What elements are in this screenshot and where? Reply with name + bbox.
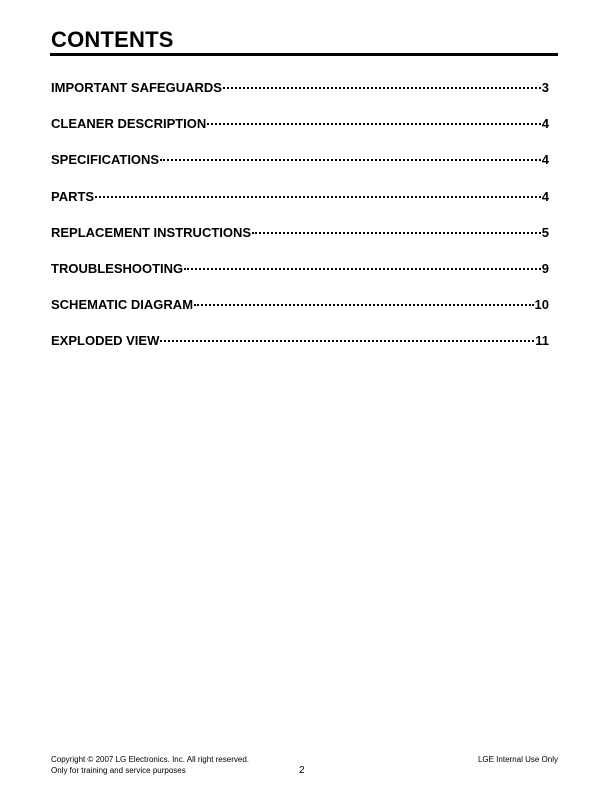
toc-entry-exploded-view[interactable]: [51, 333, 549, 369]
copyright-text: Copyright © 2007 LG Electronics. Inc. All right reserved.: [51, 755, 249, 764]
toc-entry-cleaner-description[interactable]: [51, 116, 549, 152]
title-divider: [50, 53, 558, 56]
toc-entry-page: 5: [541, 224, 549, 240]
toc-entry-label: EXPLODED VIEW: [51, 333, 160, 349]
dot-leader: [207, 123, 540, 125]
toc-entry-page: 9: [541, 260, 549, 276]
toc-entry-replacement-instructions[interactable]: [51, 225, 549, 261]
toc-entry-page: 4: [541, 152, 549, 168]
toc-entry-label: REPLACEMENT INSTRUCTIONS: [51, 224, 252, 240]
toc-entry-page: 3: [541, 80, 549, 95]
toc-entry-schematic-diagram[interactable]: [51, 297, 549, 333]
toc-entry-label: SCHEMATIC DIAGRAM: [51, 297, 194, 313]
toc-entry-specifications[interactable]: [51, 152, 549, 188]
toc-entry-label: SPECIFICATIONS: [51, 152, 160, 168]
toc-entry-troubleshooting[interactable]: [51, 261, 549, 297]
dot-leader: [252, 232, 541, 234]
purpose-text: Only for training and service purposes: [51, 766, 186, 775]
dot-leader: [194, 304, 534, 306]
dot-leader: [160, 340, 534, 342]
toc-entry-important-safeguards[interactable]: [51, 80, 549, 116]
toc-entry-page: 11: [535, 333, 549, 349]
table-of-contents: [51, 80, 549, 370]
page-number: 2: [299, 765, 305, 776]
toc-entry-page: 4: [541, 188, 549, 204]
footer-left: [51, 754, 249, 776]
dot-leader: [223, 87, 541, 89]
page-title: CONTENTS: [51, 27, 174, 52]
dot-leader: [95, 196, 541, 198]
toc-entry-parts[interactable]: [51, 189, 549, 225]
toc-entry-label: IMPORTANT SAFEGUARDS: [51, 80, 222, 95]
dot-leader: [160, 159, 541, 161]
toc-entry-label: CLEANER DESCRIPTION: [51, 116, 207, 132]
dot-leader: [184, 268, 541, 270]
toc-entry-label: TROUBLESHOOTING: [51, 260, 184, 276]
toc-entry-label: PARTS: [51, 188, 95, 204]
toc-entry-page: 10: [534, 297, 549, 313]
toc-entry-page: 4: [541, 116, 549, 132]
classification-text: LGE Internal Use Only: [477, 755, 558, 764]
